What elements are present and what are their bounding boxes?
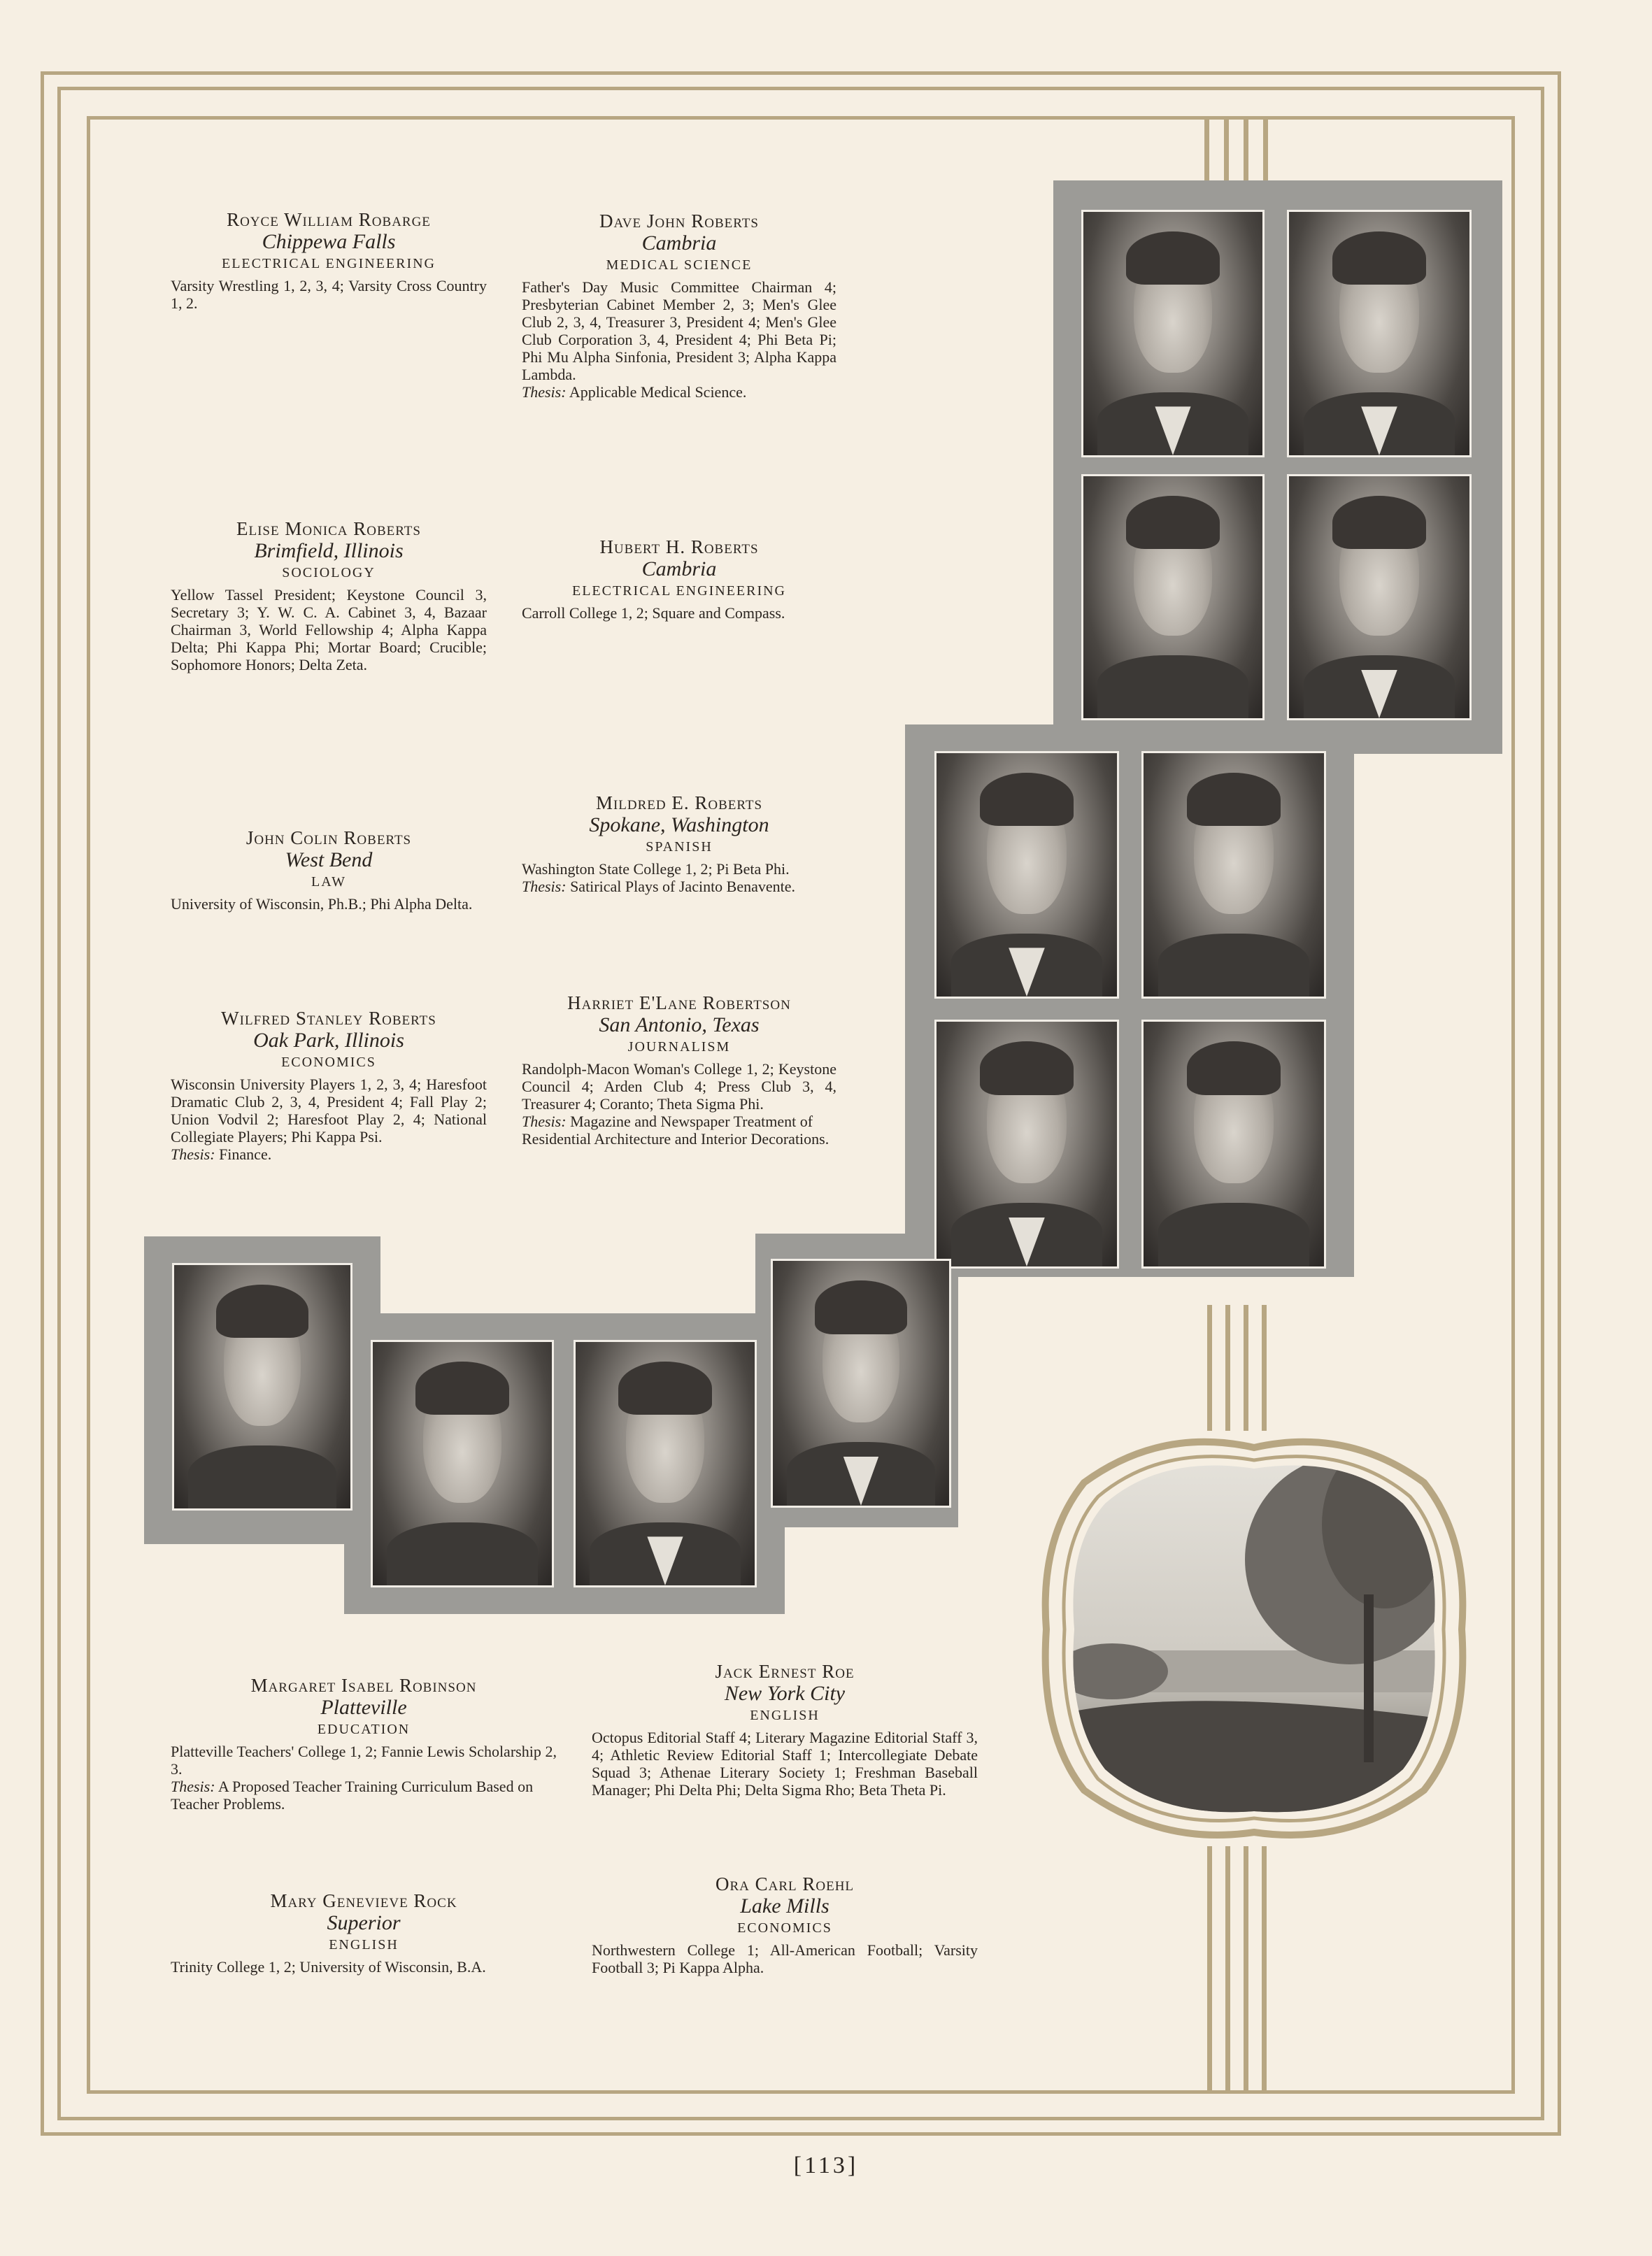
ornament-bar	[1262, 1846, 1267, 2094]
student-name: John Colin Roberts	[245, 827, 412, 848]
ornament-bar	[1224, 116, 1229, 183]
student-entry	[592, 1873, 978, 1976]
portrait-photo	[1287, 474, 1472, 720]
student-activities: Trinity College 1, 2; University of Wisconsin, B.A.	[171, 1958, 486, 1976]
ornament-bar	[1207, 1846, 1212, 2094]
student-hometown: Platteville	[320, 1696, 407, 1719]
student-activities: Wisconsin University Players 1, 2, 3, 4; Haresfoot Dramatic Club 2, 3, 4, President 4; Fall Play 2; Union Vodvil 2; Haresfoot Play 2, 4; National Collegiate Players; Phi Kappa Psi.	[171, 1076, 487, 1145]
student-department: ECONOMICS	[281, 1055, 376, 1070]
portrait-photo	[371, 1340, 554, 1587]
ornament-bar	[1244, 116, 1248, 183]
portrait-photo	[771, 1259, 951, 1508]
student-entry	[171, 517, 487, 673]
student-hometown: Superior	[327, 1911, 401, 1934]
student-hometown: Brimfield, Illinois	[254, 539, 404, 562]
student-department: ECONOMICS	[737, 1920, 832, 1936]
portrait-photo	[172, 1263, 353, 1511]
student-entry	[592, 1660, 978, 1799]
portrait-photo	[1081, 474, 1265, 720]
portrait-photo	[934, 751, 1119, 999]
student-activities: Father's Day Music Committee Chairman 4; Presbyterian Cabinet Member 2, 3; Men's Glee Club 2, 3, 4, Treasurer 3, President 4; Men's Glee Club Corporation 3, 4, President 4; Phi Beta Pi; Phi Mu Alpha Sinfonia, President 3; Alpha Kappa Lambda.	[522, 278, 836, 383]
student-entry	[522, 792, 836, 895]
landscape-cartouche	[1021, 1420, 1487, 1853]
portrait-photo	[1287, 210, 1472, 457]
student-name: Jack Ernest Roe	[715, 1661, 855, 1682]
portrait-photo	[1081, 210, 1265, 457]
student-department: ENGLISH	[329, 1937, 399, 1952]
student-hometown: Spokane, Washington	[589, 813, 769, 836]
student-name: Hubert H. Roberts	[599, 536, 759, 557]
student-department: ELECTRICAL ENGINEERING	[572, 583, 786, 599]
ornament-bar	[1204, 116, 1209, 183]
student-thesis: Thesis: A Proposed Teacher Training Curriculum Based on Teacher Problems.	[171, 1778, 534, 1813]
student-entry	[171, 208, 487, 312]
student-entry	[171, 1890, 557, 1976]
student-thesis: Thesis: Finance.	[171, 1145, 272, 1163]
portrait-photo	[574, 1340, 757, 1587]
student-activities: Octopus Editorial Staff 4; Literary Magazine Editorial Staff 3, 4; Athletic Review Editorial Staff 1; Intercollegiate Debate Squad 3; Athenae Literary Society 1; Freshman Baseball Manager; Phi Delta Phi; Delta Sigma Rho; Beta Theta Pi.	[592, 1729, 978, 1799]
student-hometown: Cambria	[641, 557, 717, 580]
portrait-photo	[1141, 751, 1326, 999]
student-activities: Carroll College 1, 2; Square and Compass.	[522, 604, 785, 622]
student-activities: Yellow Tassel President; Keystone Council 3, Secretary 3; Y. W. C. A. Cabinet 3, 4, Bazaar Chairman 3, World Fellowship 4; Alpha Kappa Delta; Phi Kappa Phi; Mortar Board; Crucible; Sophomore Honors; Delta Zeta.	[171, 586, 487, 673]
student-thesis: Thesis: Applicable Medical Science.	[522, 383, 747, 401]
student-hometown: Cambria	[641, 231, 717, 255]
student-name: Margaret Isabel Robinson	[250, 1675, 477, 1696]
student-activities: University of Wisconsin, Ph.B.; Phi Alpha Delta.	[171, 895, 473, 913]
student-thesis: Thesis: Satirical Plays of Jacinto Benavente.	[522, 878, 796, 895]
student-hometown: San Antonio, Texas	[599, 1013, 760, 1036]
student-name: Wilfred Stanley Roberts	[221, 1008, 436, 1029]
student-name: Elise Monica Roberts	[236, 518, 421, 539]
student-hometown: New York City	[724, 1682, 846, 1705]
student-name: Dave John Roberts	[599, 210, 759, 231]
portrait-photo	[1141, 1020, 1326, 1269]
student-hometown: Chippewa Falls	[262, 230, 396, 253]
student-activities: Varsity Wrestling 1, 2, 3, 4; Varsity Cross Country 1, 2.	[171, 277, 487, 312]
student-entry	[171, 1007, 487, 1163]
ornament-bar	[1207, 1305, 1212, 1431]
student-name: Mary Genevieve Rock	[270, 1890, 457, 1911]
student-department: LAW	[311, 874, 346, 890]
ornament-bar	[1262, 1305, 1267, 1431]
ornament-bar	[1225, 1305, 1230, 1431]
student-activities: Platteville Teachers' College 1, 2; Fannie Lewis Scholarship 2, 3.	[171, 1743, 557, 1778]
student-department: JOURNALISM	[627, 1039, 731, 1055]
student-department: ELECTRICAL ENGINEERING	[222, 256, 436, 271]
student-department: EDUCATION	[317, 1722, 411, 1737]
page-number: [113]	[793, 2153, 859, 2178]
student-entry	[522, 210, 836, 401]
student-name: Harriet E'Lane Robertson	[567, 992, 791, 1013]
student-activities: Randolph-Macon Woman's College 1, 2; Keystone Council 4; Arden Club 4; Press Club 3, 4, Treasurer 4; Coranto; Theta Sigma Phi.	[522, 1060, 836, 1113]
student-name: Mildred E. Roberts	[595, 792, 763, 813]
ornament-bar	[1244, 1305, 1248, 1431]
student-activities: Northwestern College 1; All-American Football; Varsity Football 3; Pi Kappa Alpha.	[592, 1941, 978, 1976]
student-department: SOCIOLOGY	[282, 565, 376, 580]
student-activities: Washington State College 1, 2; Pi Beta Phi.	[522, 860, 790, 878]
student-hometown: Oak Park, Illinois	[253, 1029, 404, 1052]
student-thesis: Thesis: Magazine and Newspaper Treatment of Residential Architecture and Interior Decorations.	[522, 1113, 829, 1148]
ornament-bar	[1244, 1846, 1248, 2094]
student-name: Royce William Robarge	[227, 209, 431, 230]
ornament-bar	[1225, 1846, 1230, 2094]
student-hometown: Lake Mills	[740, 1894, 829, 1918]
student-entry	[171, 827, 487, 913]
student-entry	[522, 992, 836, 1148]
student-department: ENGLISH	[750, 1708, 820, 1723]
student-entry	[522, 536, 836, 622]
student-hometown: West Bend	[285, 848, 373, 871]
student-entry	[171, 1674, 557, 1813]
ornament-bar	[1263, 116, 1268, 183]
student-department: MEDICAL SCIENCE	[606, 257, 753, 273]
student-department: SPANISH	[646, 839, 713, 855]
student-name: Ora Carl Roehl	[715, 1873, 855, 1894]
portrait-photo	[934, 1020, 1119, 1269]
